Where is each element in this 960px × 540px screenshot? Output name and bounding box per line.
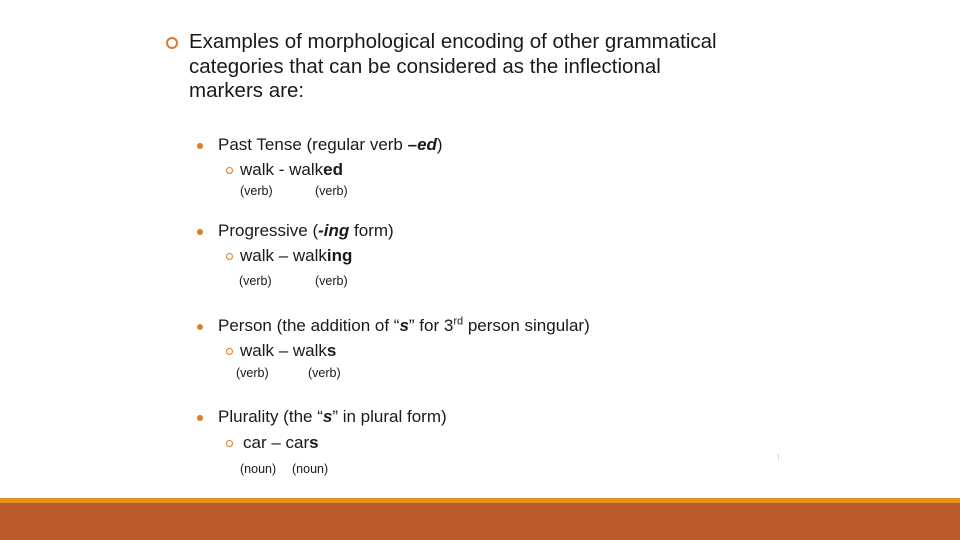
example-progressive: walk – walking <box>240 246 353 265</box>
section-title-person: Person (the addition of “s” for 3rd person singular) <box>218 315 590 335</box>
pos-label: (noun) <box>240 462 277 476</box>
inflection-suffix: ing <box>326 246 353 265</box>
dot-bullet-icon <box>197 229 203 235</box>
dot-bullet-icon <box>197 143 203 149</box>
pos-label: (verb) <box>315 184 348 198</box>
section-title-past-tense: Past Tense (regular verb –ed) <box>218 135 443 154</box>
suffix-emphasis: s <box>399 316 409 335</box>
intro-line: Examples of morphological encoding of other grammatical <box>189 30 717 53</box>
dot-bullet-icon <box>197 415 203 421</box>
intro-paragraph <box>189 30 789 104</box>
dot-bullet-icon <box>197 324 203 330</box>
ring-bullet-icon <box>166 37 178 49</box>
example-plurality: car – cars <box>243 433 319 452</box>
artifact-mark <box>778 454 779 460</box>
section-title-plurality: Plurality (the “s” in plural form) <box>218 407 447 426</box>
inflection-suffix: ed <box>323 160 343 179</box>
example-past-tense: walk - walked <box>240 160 343 179</box>
example-person: walk – walks <box>240 341 337 360</box>
ring-bullet-icon <box>226 167 233 174</box>
suffix-emphasis: -ing <box>318 221 350 240</box>
inflection-suffix: s <box>326 341 337 360</box>
ring-bullet-icon <box>226 440 233 447</box>
inflection-suffix: s <box>309 433 319 452</box>
pos-label: (verb) <box>308 366 341 380</box>
ring-bullet-icon <box>226 348 233 355</box>
pos-label: (verb) <box>315 274 348 288</box>
intro-line: categories that can be considered as the inflectional <box>189 54 661 78</box>
pos-label: (verb) <box>239 274 272 288</box>
pos-label: (noun) <box>292 462 329 476</box>
ring-bullet-icon <box>226 253 233 260</box>
suffix-emphasis: s <box>322 407 333 426</box>
ordinal-superscript: rd <box>453 315 464 328</box>
pos-label: (verb) <box>236 366 269 380</box>
intro-line: markers are: <box>189 79 305 102</box>
footer-bar <box>0 503 960 540</box>
suffix-emphasis: –ed <box>407 135 437 154</box>
section-title-progressive: Progressive (-ing form) <box>218 221 394 240</box>
pos-label: (verb) <box>240 184 273 198</box>
